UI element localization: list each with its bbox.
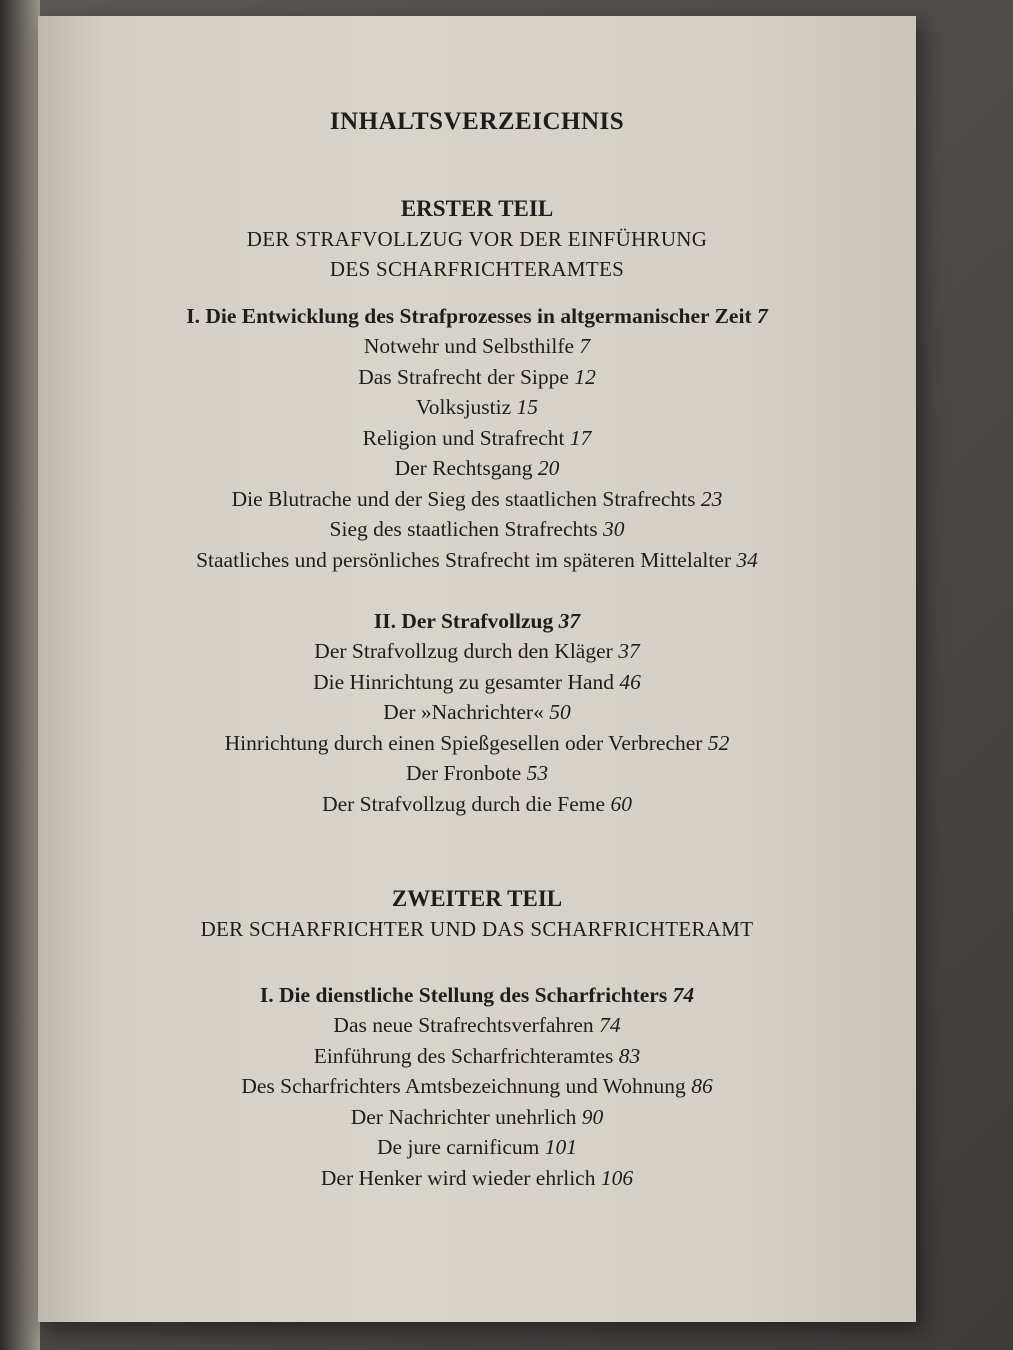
part-two-title: ZWEITER TEIL [391, 886, 563, 911]
entry-title: Religion und Strafrecht [362, 425, 565, 450]
entry-title: Der »Nachrichter« [383, 700, 544, 724]
list-item [38, 636, 916, 667]
page-number: 7 [756, 304, 768, 328]
list-item [38, 789, 916, 820]
list-item [38, 545, 916, 576]
list-item [38, 1071, 916, 1102]
part-two-header [38, 884, 916, 944]
entry-title: Sieg des staatlichen Strafrechts [329, 517, 598, 541]
entry-title: Hinrichtung durch einen Spießgesellen oder Verbrecher [224, 730, 703, 755]
part-one-chapter-two-entries [38, 636, 916, 819]
book-page [38, 16, 916, 1322]
page-number: 60 [610, 791, 632, 816]
page-number: 83 [618, 1043, 641, 1068]
list-item [38, 331, 916, 362]
entry-title: Die Blutrache und der Sieg des staatlichen Strafrechts [231, 486, 696, 511]
list-item [38, 758, 916, 789]
list-item [38, 728, 916, 759]
list-item [38, 1041, 916, 1072]
entry-title: Notwehr und Selbsthilfe [363, 334, 575, 358]
entry-title: De jure carnificum [377, 1135, 540, 1159]
page-number: 46 [619, 669, 641, 694]
page-number: 37 [558, 609, 581, 633]
page-number: 86 [691, 1074, 713, 1098]
list-item [38, 362, 916, 393]
part-one-header [38, 194, 916, 284]
part-one-chapter-one-entries [38, 331, 916, 575]
page-number: 20 [537, 456, 560, 480]
list-item [38, 514, 916, 545]
entry-title: Staatliches und persönliches Strafrecht im späteren Mittelalter [196, 547, 732, 572]
page-number: 53 [526, 761, 549, 785]
page-number: 15 [516, 395, 539, 419]
part-one-chapter-two-heading [38, 606, 916, 636]
entry-title: Die Hinrichtung zu gesamter Hand [313, 669, 615, 694]
list-item [38, 1010, 916, 1041]
list-item [38, 1163, 916, 1194]
page-number: 74 [599, 1013, 621, 1037]
entry-title: Der Strafvollzug durch den Kläger [314, 639, 613, 663]
page-number: 12 [574, 364, 596, 389]
entry-title: Volksjustiz [415, 395, 512, 419]
book-spine [0, 0, 40, 1350]
page-number: 30 [602, 517, 625, 541]
part-two-chapter-one-entries [38, 1010, 916, 1193]
list-item [38, 423, 916, 454]
entry-title: Der Nachrichter unehrlich [350, 1104, 577, 1129]
page-number: 34 [736, 547, 758, 572]
list-item [38, 484, 916, 515]
entry-title: Der Henker wird wieder ehrlich [320, 1165, 596, 1190]
list-item [38, 697, 916, 728]
part-two-subtitle-line1: DER SCHARFRICHTER UND DAS SCHARFRICHTERAMT [200, 917, 754, 941]
page-number: 17 [569, 425, 592, 450]
page-number: 52 [707, 730, 730, 755]
entry-title: Das neue Strafrechtsverfahren [333, 1013, 594, 1037]
entry-title: Einführung des Scharfrichteramtes [313, 1043, 614, 1068]
page-number: 90 [581, 1104, 604, 1129]
toc-title: INHALTSVERZEICHNIS [329, 108, 625, 135]
list-item [38, 392, 916, 423]
page-number: 101 [544, 1135, 577, 1159]
entry-title: Das Strafrecht der Sippe [358, 364, 569, 389]
list-item [38, 1102, 916, 1133]
chapter-title: I. Die Entwicklung des Strafprozesses in altgermanischer Zeit [186, 304, 752, 328]
page-number: 74 [672, 983, 695, 1007]
entry-title: Der Rechtsgang [394, 456, 533, 480]
page-number: 37 [618, 639, 640, 663]
part-one-subtitle-line2: DES SCHARFRICHTERAMTES [329, 257, 625, 281]
entry-title: Der Strafvollzug durch die Feme [322, 791, 606, 816]
chapter-title: I. Die dienstliche Stellung des Scharfrichters [259, 983, 668, 1007]
page-number: 23 [700, 486, 723, 511]
list-item [38, 453, 916, 484]
part-one-chapter-one-heading [38, 301, 916, 331]
page-number: 7 [579, 334, 591, 358]
entry-title: Des Scharfrichters Amtsbezeichnung und Wohnung [241, 1074, 686, 1098]
list-item [38, 1132, 916, 1163]
part-one-subtitle-line1: DER STRAFVOLLZUG VOR DER EINFÜHRUNG [246, 227, 708, 251]
list-item [38, 667, 916, 698]
page-number: 50 [549, 700, 571, 724]
page-number: 106 [600, 1165, 634, 1190]
entry-title: Der Fronbote [405, 761, 522, 785]
part-two-chapter-one-heading [38, 980, 916, 1010]
chapter-title: II. Der Strafvollzug [373, 609, 554, 633]
part-one-title: ERSTER TEIL [400, 196, 554, 221]
